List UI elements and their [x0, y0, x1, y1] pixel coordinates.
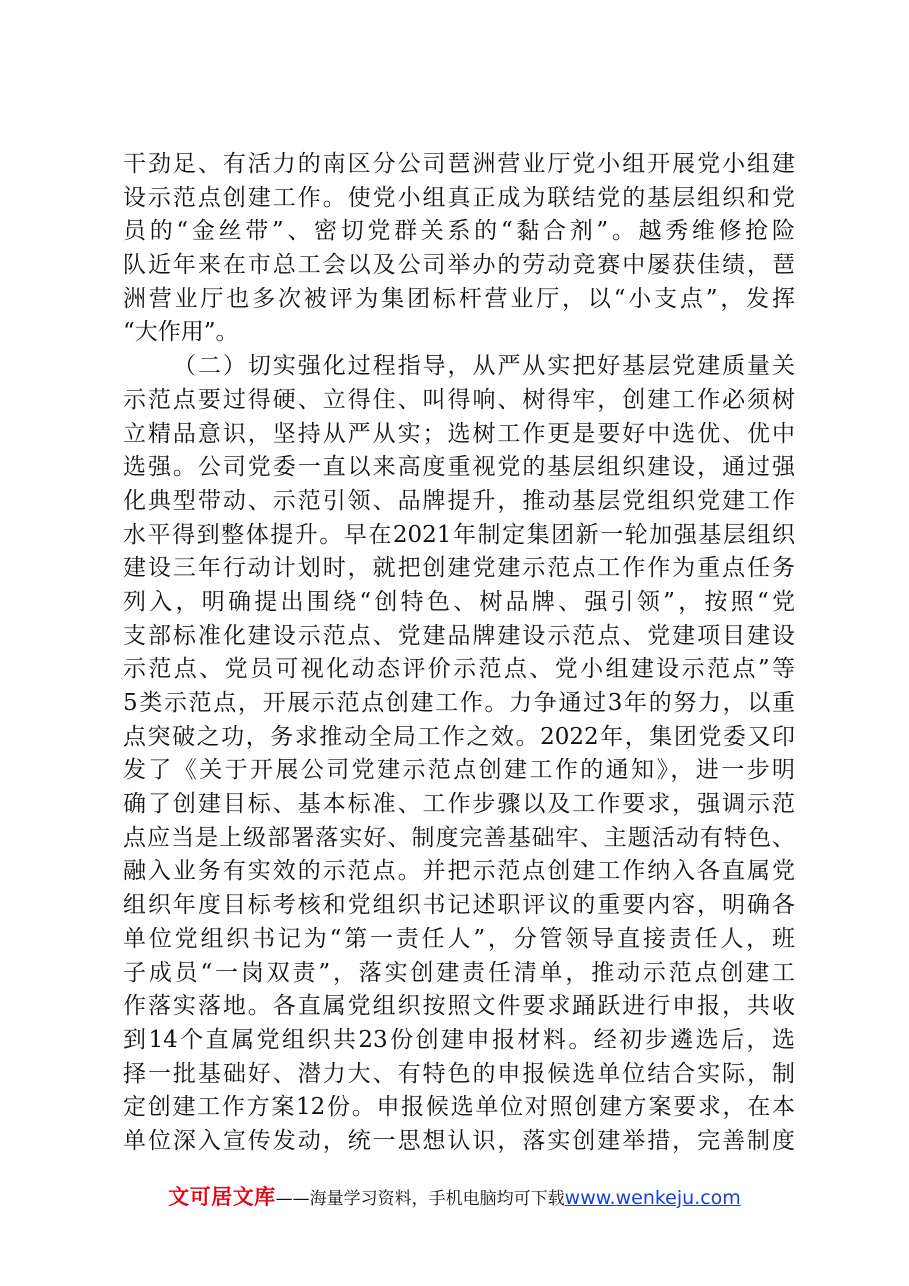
text-line: 水平得到整体提升。早在2021年制定集团新一轮加强基层组织	[123, 521, 795, 548]
text-line: 选强。公司党委一直以来高度重视党的基层组织建设，通过强	[123, 454, 795, 481]
text-line: 洲营业厅也多次被评为集团标杆营业厅，以“小支点”，发挥	[123, 285, 795, 312]
text-line: “大作用”。	[123, 319, 239, 346]
text-line: 示范点要过得硬、立得住、叫得响、树得牢，创建工作必须树	[123, 386, 795, 413]
document-body	[123, 148, 795, 1159]
text-line: 示范点、党员可视化动态评价示范点、党小组建设示范点”等	[123, 656, 795, 683]
text-line: 融入业务有实效的示范点。并把示范点创建工作纳入各直属党	[123, 858, 795, 885]
text-line: 发了《关于开展公司党建示范点创建工作的通知》，进一步明	[123, 757, 795, 784]
text-line: 定创建工作方案12份。申报候选单位对照创建方案要求，在本	[123, 1094, 795, 1121]
footer-brand: 文可居文库	[168, 1185, 276, 1209]
text-line: 化典型带动、示范引领、品牌提升，推动基层党组织党建工作	[123, 487, 795, 514]
text-line: 设示范点创建工作。使党小组真正成为联结党的基层组织和党	[123, 184, 795, 211]
text-line: 择一批基础好、潜力大、有特色的申报候选单位结合实际，制	[123, 1060, 795, 1087]
footer-tagline: ——海量学习资料，手机电脑均可下载	[275, 1189, 565, 1209]
text-line: 建设三年行动计划时，就把创建党建示范点工作作为重点任务	[123, 555, 795, 582]
text-line: 点应当是上级部署落实好、制度完善基础牢、主题活动有特色、	[123, 824, 795, 851]
footer-watermark	[0, 1181, 909, 1213]
text-line: 到14个直属党组织共23份创建申报材料。经初步遴选后，选	[123, 1026, 795, 1053]
text-line: 组织年度目标考核和党组织书记述职评议的重要内容，明确各	[123, 892, 795, 919]
text-line: 干劲足、有活力的南区分公司琶洲营业厅党小组开展党小组建	[123, 151, 795, 177]
text-line: 立精品意识，坚持从严从实；选树工作更是要好中选优、优中	[123, 420, 795, 447]
text-line: 单位党组织书记为“第一责任人”，分管领导直接责任人，班	[123, 925, 795, 952]
text-line: 列入，明确提出围绕“创特色、树品牌、强引领”，按照“党	[123, 588, 795, 615]
text-line: 点突破之功，务求推动全局工作之效。2022年，集团党委又印	[123, 723, 795, 750]
text-line: 单位深入宣传发动，统一思想认识，落实创建举措，完善制度	[123, 1127, 795, 1154]
footer-website-link[interactable]: www.wenkeju.com	[564, 1187, 741, 1209]
text-line: 员的“金丝带”、密切党群关系的“黏合剂”。越秀维修抢险	[123, 218, 795, 245]
text-line: 队近年来在市总工会以及公司举办的劳动竞赛中屡获佳绩，琶	[123, 252, 795, 279]
text-line: 支部标准化建设示范点、党建品牌建设示范点、党建项目建设	[123, 622, 795, 649]
text-line: 5类示范点，开展示范点创建工作。力争通过3年的努力，以重	[123, 690, 795, 716]
section-heading-line: （二）切实强化过程指导，从严从实把好基层党建质量关	[173, 353, 795, 380]
text-line: 子成员“一岗双责”，落实创建责任清单，推动示范点创建工	[123, 959, 795, 986]
text-line: 作落实落地。各直属党组织按照文件要求踊跃进行申报，共收	[123, 993, 795, 1020]
text-line: 确了创建目标、基本标准、工作步骤以及工作要求，强调示范	[123, 791, 795, 818]
